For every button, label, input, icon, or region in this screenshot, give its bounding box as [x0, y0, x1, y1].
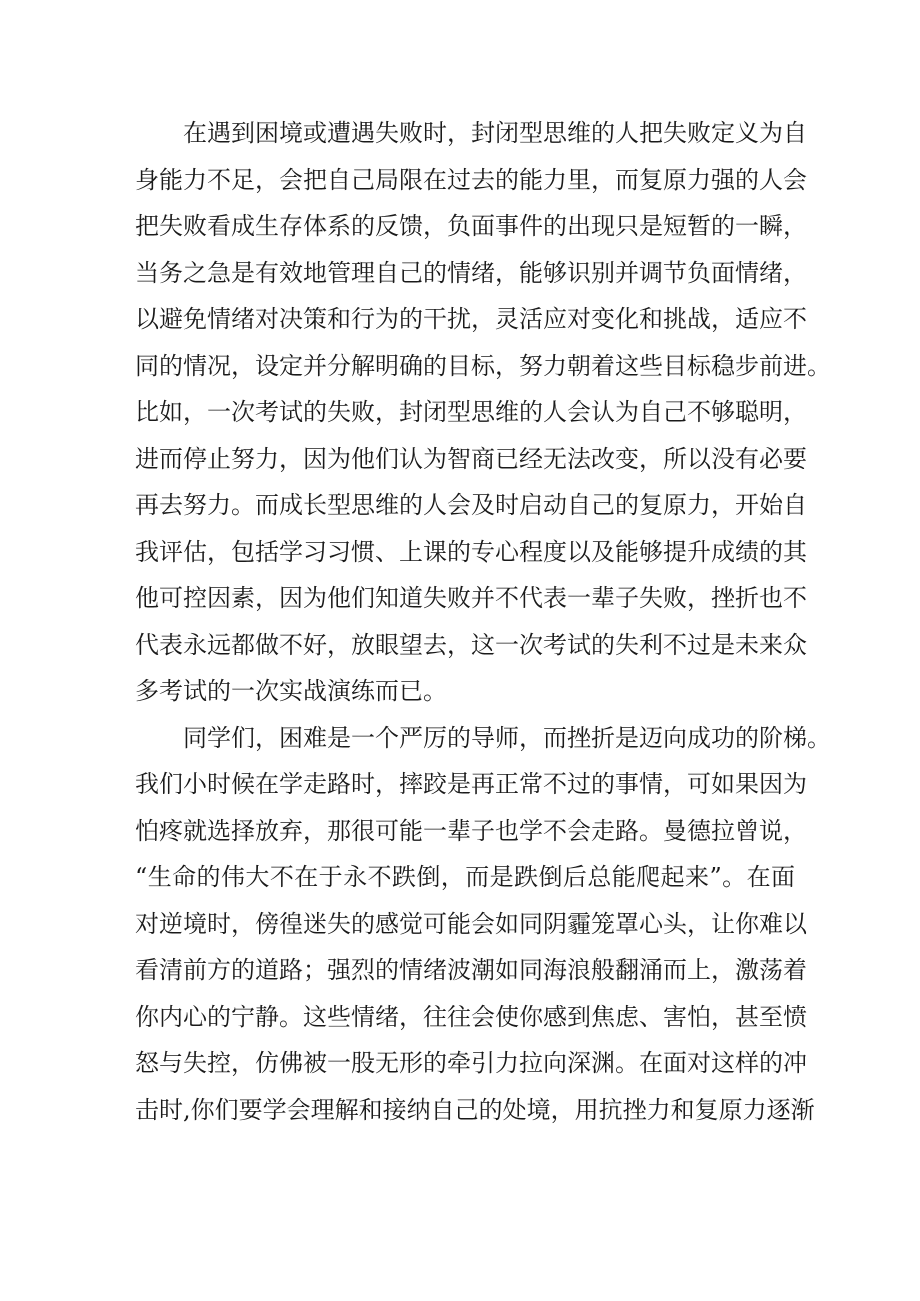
document-body — [135, 110, 831, 1133]
text-line: 代表永远都做不好，放眼望去，这一次考试的失利不过是未来众 — [135, 630, 807, 659]
text-line: 进而停止努力，因为他们认为智商已经无法改变，所以没有必要 — [135, 444, 807, 473]
text-line: 同学们，困难是一个严厉的导师，而挫折是迈向成功的阶梯。 — [183, 723, 831, 752]
paragraph-1 — [135, 110, 831, 715]
text-line: 以避免情绪对决策和行为的干扰，灵活应对变化和挑战，适应不 — [135, 305, 807, 333]
text-line: 看清前方的道路；强烈的情绪波潮如同海浪般翻涌而上，激荡着 — [135, 956, 807, 984]
text-line: 击时,你们要学会理解和接纳自己的处境，用抗挫力和复原力逐渐 — [135, 1095, 815, 1124]
text-line: 他可控因素，因为他们知道失败并不代表一辈子失败，挫折也不 — [135, 584, 807, 612]
text-line: 怕疼就选择放弃，那很可能一辈子也学不会走路。曼德拉曾说， — [135, 816, 807, 845]
text-line: 怒与失控，仿佛被一股无形的牵引力拉向深渊。在面对这样的冲 — [135, 1049, 807, 1077]
text-line: 在遇到困境或遭遇失败时，封闭型思维的人把失败定义为自 — [183, 119, 807, 147]
text-line: 你内心的宁静。这些情绪，往往会使你感到焦虑、害怕，甚至愤 — [135, 1002, 807, 1031]
text-line: “生命的伟大不在于永不跌倒，而是跌倒后总能爬起来”。在面 — [135, 863, 795, 891]
text-line: 把失败看成生存体系的反馈，负面事件的出现只是短暂的一瞬， — [135, 212, 807, 240]
text-line: 再去努力。而成长型思维的人会及时启动自己的复原力，开始自 — [135, 491, 807, 519]
text-line: 当务之急是有效地管理自己的情绪，能够识别并调节负面情绪， — [135, 258, 807, 287]
paragraph-2 — [135, 715, 831, 1134]
text-line: 比如，一次考试的失败，封闭型思维的人会认为自己不够聪明， — [135, 398, 807, 426]
text-line: 同的情况，设定并分解明确的目标，努力朝着这些目标稳步前进。 — [135, 351, 831, 380]
text-line: 我们小时候在学走路时，摔跤是再正常不过的事情，可如果因为 — [135, 770, 807, 798]
text-line: 对逆境时，傍徨迷失的感觉可能会如同阴霾笼罩心头，让你难以 — [135, 909, 807, 938]
text-line: 多考试的一次实战演练而已。 — [135, 677, 447, 705]
text-line: 身能力不足，会把自己局限在过去的能力里，而复原力强的人会 — [135, 165, 807, 194]
text-line: 我评估，包括学习习惯、上课的专心程度以及能够提升成绩的其 — [135, 537, 807, 566]
